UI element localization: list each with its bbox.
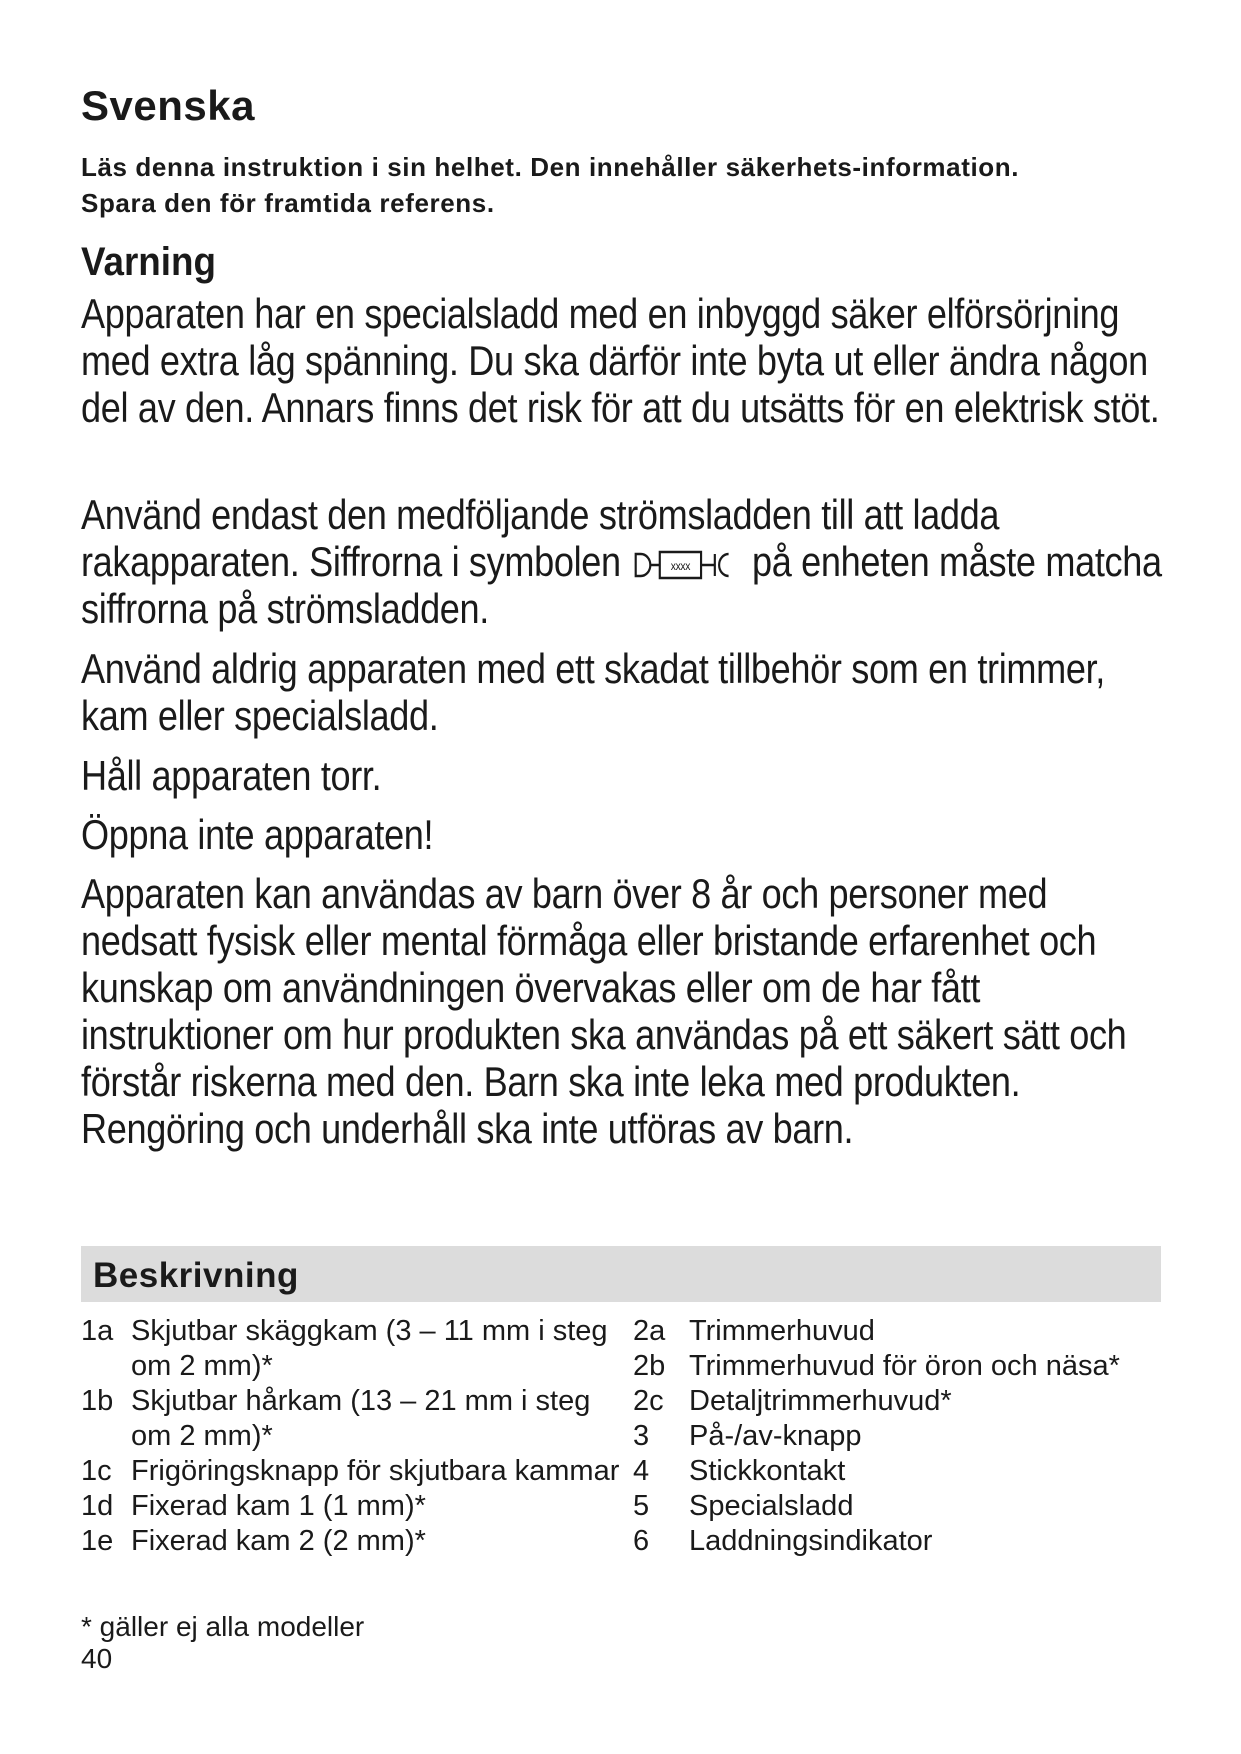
- item-number: 5: [633, 1490, 650, 1522]
- item-text: Fixerad kam 1 (1 mm)*: [131, 1490, 426, 1522]
- language-heading: Svenska: [81, 82, 255, 129]
- list-item: [81, 1489, 621, 1524]
- item-text: På-/av-knapp: [689, 1420, 862, 1452]
- item-text: Laddningsindikator: [689, 1525, 933, 1557]
- item-number: 2a: [633, 1315, 666, 1347]
- item-text: Skjutbar skäggkam (3 – 11 mm i steg om 2 mm)*: [131, 1315, 608, 1382]
- item-number: 1b: [81, 1385, 114, 1417]
- warning-title: Varning: [81, 240, 216, 284]
- warning-paragraph-2-end: på enheten måste matcha siffrorna på strömsladden.: [81, 538, 1162, 632]
- list-item: [633, 1314, 1173, 1349]
- item-text: Detaljtrimmerhuvud*: [689, 1385, 952, 1417]
- page-number: 40: [81, 1643, 113, 1674]
- item-number: 2c: [633, 1385, 664, 1417]
- charger-plug-icon: [632, 548, 735, 582]
- item-number: 1d: [81, 1490, 114, 1522]
- item-number: 4: [633, 1455, 650, 1487]
- list-item: [633, 1489, 1173, 1524]
- item-text: Frigöringsknapp för skjutbara kammar: [131, 1455, 620, 1487]
- footnote: * gäller ej alla modeller: [81, 1611, 365, 1642]
- list-item: [633, 1384, 1173, 1419]
- item-number: 1e: [81, 1525, 114, 1557]
- warning-paragraph-5: Öppna inte apparaten!: [81, 811, 434, 858]
- warning-paragraph-1: Apparaten har en specialsladd med en inbyggd säker elförsörjning med extra låg spänning. Du ska därför inte byta ut eller ändra någon del av den. Annars finns det risk för att du utsätts för en elektrisk stöt.: [81, 290, 1160, 431]
- description-title: Beskrivning: [93, 1256, 299, 1295]
- warning-paragraph-2-start: Använd endast den medföljande strömsladden till att ladda rakapparaten. Siffrorna i symbolen: [81, 491, 1000, 585]
- item-number: 3: [633, 1420, 650, 1452]
- parts-list-right: [633, 1314, 1173, 1559]
- item-text: Trimmerhuvud: [689, 1315, 875, 1347]
- item-number: 6: [633, 1525, 650, 1557]
- warning-paragraph-6: Apparaten kan användas av barn över 8 år och personer med nedsatt fysisk eller mental förmåga eller bristande erfarenhet och kunskap om användningen övervakas eller om de har fått instruktioner om hur produkten ska användas på ett säkert sätt och förstår riskerna med den. Barn ska inte leka med produkten. Rengöring och underhåll ska inte utföras av barn.: [81, 870, 1127, 1152]
- warning-paragraph-4: Håll apparaten torr.: [81, 752, 382, 799]
- list-item: [633, 1454, 1173, 1489]
- warning-paragraph-3: Använd aldrig apparaten med ett skadat tillbehör som en trimmer, kam eller specialsladd.: [81, 645, 1106, 739]
- plug-symbol-label: xxxx: [670, 560, 690, 574]
- item-number: 1a: [81, 1315, 114, 1347]
- item-number: 2b: [633, 1350, 666, 1382]
- parts-list-left: [81, 1314, 621, 1559]
- warning-paragraph-2: [81, 491, 1165, 632]
- intro-text: Läs denna instruktion i sin helhet. Den innehåller säkerhets-information. Spara den för framtida referens.: [81, 152, 1020, 218]
- item-text: Stickkontakt: [689, 1455, 846, 1487]
- item-text: Trimmerhuvud för öron och näsa*: [689, 1350, 1120, 1382]
- list-item: [81, 1314, 621, 1384]
- list-item: [81, 1384, 621, 1454]
- item-number: 1c: [81, 1455, 112, 1487]
- item-text: Skjutbar hårkam (13 – 21 mm i steg om 2 mm)*: [131, 1385, 591, 1452]
- list-item: [81, 1454, 621, 1489]
- description-header-bar: [81, 1246, 1161, 1302]
- item-text: Specialsladd: [689, 1490, 854, 1522]
- item-text: Fixerad kam 2 (2 mm)*: [131, 1525, 426, 1557]
- list-item: [633, 1524, 1173, 1559]
- list-item: [633, 1419, 1173, 1454]
- list-item: [81, 1524, 621, 1559]
- list-item: [633, 1349, 1173, 1384]
